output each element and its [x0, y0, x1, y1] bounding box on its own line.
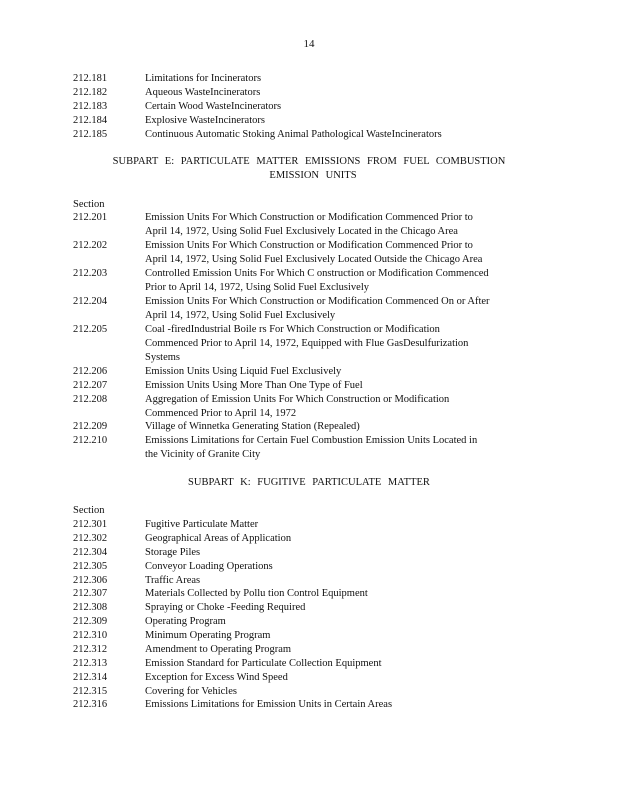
- section-title: Emission Standard for Particulate Collection Equipment: [145, 658, 382, 669]
- section-number: 212.208: [73, 394, 108, 405]
- section-label: Section: [73, 199, 105, 210]
- section-number: 212.314: [73, 672, 108, 683]
- toc-entry: [73, 685, 543, 699]
- toc-entry: [73, 629, 543, 643]
- toc-entry: [73, 560, 543, 574]
- section-number: 212.312: [73, 644, 108, 655]
- toc-entry: [73, 532, 543, 546]
- toc-entry: [73, 615, 543, 629]
- section-title: Aqueous WasteIncinerators: [145, 87, 261, 98]
- section-title: Traffic Areas: [145, 575, 201, 586]
- section-title: Certain Wood WasteIncinerators: [145, 101, 282, 112]
- section-title: Emissions Limitations for Certain Fuel Combustion Emission Units Located in the Vicinity of Granite City: [145, 435, 478, 460]
- section-number: 212.203: [73, 268, 108, 279]
- section-title: Amendment to Operating Program: [145, 644, 292, 655]
- section-title: Spraying or Choke -Feeding Required: [145, 602, 306, 613]
- section-title: Aggregation of Emission Units For Which Construction or Modification Commenced Prior to April 14, 1972: [145, 394, 450, 419]
- toc-entry: [73, 72, 543, 86]
- section-number: 212.185: [73, 129, 108, 140]
- page-number: 14: [303, 38, 315, 50]
- toc-entry: [73, 518, 543, 532]
- section-number: 212.308: [73, 602, 108, 613]
- toc-entry: [73, 295, 543, 323]
- section-title: Storage Piles: [145, 547, 201, 558]
- section-number: 212.207: [73, 380, 108, 391]
- section-title: Emission Units For Which Construction or Modification Commenced On or After April 14, 1972, Using Solid Fuel Exclusively: [145, 296, 490, 321]
- toc-entry: [73, 239, 543, 267]
- toc-entry: [73, 643, 543, 657]
- section-title: Conveyor Loading Operations: [145, 561, 273, 572]
- section-number: 212.202: [73, 240, 108, 251]
- toc-entry: [73, 128, 543, 142]
- section-title: Geographical Areas of Application: [145, 533, 292, 544]
- toc-entry: [73, 393, 543, 421]
- section-title: Controlled Emission Units For Which C onstruction or Modification Commenced Prior to April 14, 1972, Using Solid Fuel Exclusively: [145, 268, 489, 293]
- section-number: 212.201: [73, 212, 108, 223]
- section-title: Limitations for Incinerators: [145, 73, 262, 84]
- section-title: Emissions Limitations for Emission Units in Certain Areas: [145, 699, 393, 710]
- toc-entry: [73, 100, 543, 114]
- toc-entry: [73, 546, 543, 560]
- toc-entry: [73, 587, 543, 601]
- section-title: Emission Units For Which Construction or Modification Commenced Prior to April 14, 1972, Using Solid Fuel Exclusively Located in the Chicago Area: [145, 212, 473, 237]
- toc-entry: [73, 379, 543, 393]
- section-title: Materials Collected by Pollu tion Control Equipment: [145, 588, 368, 599]
- subpart-e-heading-line2: EMISSION UNITS: [269, 170, 357, 181]
- section-title: Emission Units Using More Than One Type of Fuel: [145, 380, 363, 391]
- toc-entry: [73, 434, 543, 462]
- section-number: 212.206: [73, 366, 108, 377]
- toc-entry: [73, 601, 543, 615]
- section-number: 212.307: [73, 588, 108, 599]
- section-title: Fugitive Particulate Matter: [145, 519, 259, 530]
- section-number: 212.301: [73, 519, 108, 530]
- toc-entry: [73, 267, 543, 295]
- subpart-k-heading: SUBPART K: FUGITIVE PARTICULATE MATTER: [188, 477, 430, 488]
- section-number: 212.183: [73, 101, 108, 112]
- section-label: Section: [73, 505, 105, 516]
- section-number: 212.310: [73, 630, 108, 641]
- toc-entry: [73, 574, 543, 588]
- section-title: Covering for Vehicles: [145, 686, 237, 697]
- toc-entry: [73, 671, 543, 685]
- section-number: 212.313: [73, 658, 108, 669]
- section-number: 212.209: [73, 421, 108, 432]
- toc-entry: [73, 323, 543, 365]
- section-number: 212.184: [73, 115, 108, 126]
- section-number: 212.210: [73, 435, 108, 446]
- toc-entry: [73, 365, 543, 379]
- subpart-e-heading: SUBPART E: PARTICULATE MATTER EMISSIONS FROM FUEL COMBUSTION: [112, 156, 506, 167]
- section-title: Minimum Operating Program: [145, 630, 271, 641]
- toc-entry: [73, 211, 543, 239]
- section-number: 212.204: [73, 296, 108, 307]
- section-title: Operating Program: [145, 616, 226, 627]
- section-number: 212.309: [73, 616, 108, 627]
- section-title: Continuous Automatic Stoking Animal Pathological WasteIncinerators: [145, 129, 442, 140]
- section-title: Explosive WasteIncinerators: [145, 115, 265, 126]
- toc-entry: [73, 657, 543, 671]
- toc-entry: [73, 114, 543, 128]
- section-number: 212.182: [73, 87, 108, 98]
- toc-entry: [73, 86, 543, 100]
- section-title: Emission Units For Which Construction or Modification Commenced Prior to April 14, 1972, Using Solid Fuel Exclusively Located Outside the Chicago Area: [145, 240, 483, 265]
- section-number: 212.316: [73, 699, 108, 710]
- section-number: 212.304: [73, 547, 108, 558]
- toc-entry: [73, 698, 543, 712]
- section-title: Exception for Excess Wind Speed: [145, 672, 288, 683]
- section-title: Coal -firedIndustrial Boile rs For Which Construction or Modification Commenced Prior to April 14, 1972, Equipped with Flue GasDesulfurization Systems: [145, 324, 469, 363]
- section-number: 212.305: [73, 561, 108, 572]
- section-number: 212.315: [73, 686, 108, 697]
- section-title: Emission Units Using Liquid Fuel Exclusively: [145, 366, 342, 377]
- section-title: Village of Winnetka Generating Station (Repealed): [145, 421, 360, 432]
- section-number: 212.181: [73, 73, 108, 84]
- section-number: 212.205: [73, 324, 108, 335]
- toc-entry: [73, 420, 543, 434]
- section-number: 212.302: [73, 533, 108, 544]
- section-number: 212.306: [73, 575, 108, 586]
